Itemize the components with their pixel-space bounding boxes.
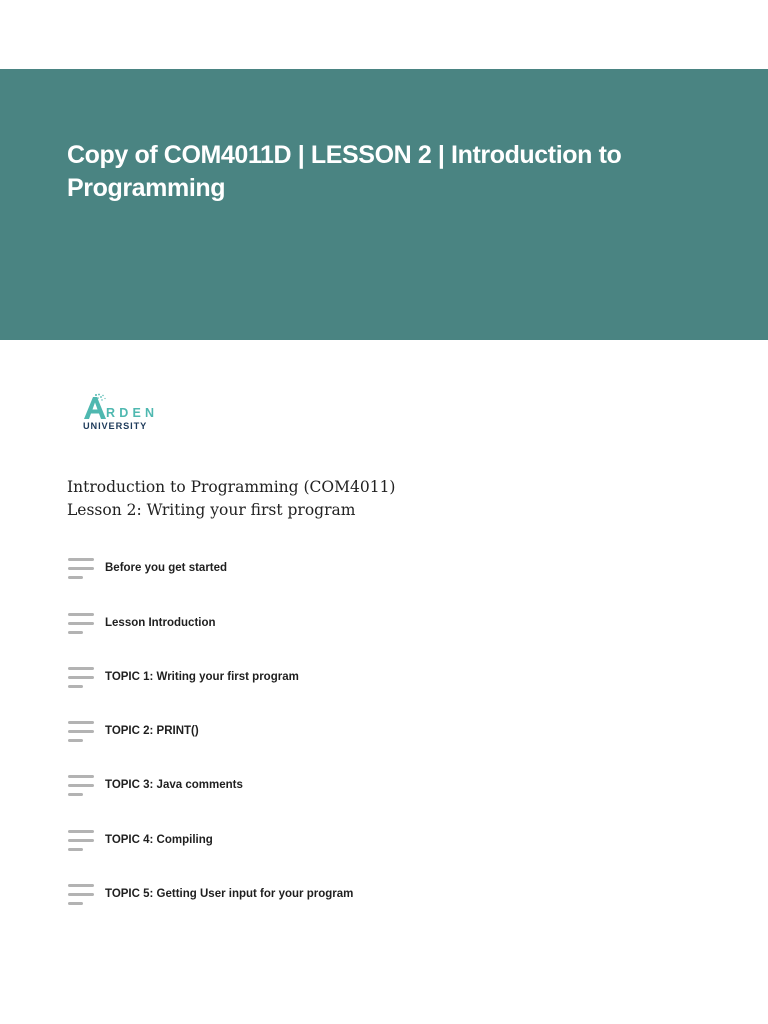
lesson-lines-icon — [67, 721, 97, 743]
lesson-item-topic-1[interactable] — [67, 665, 567, 691]
lesson-label: TOPIC 1: Writing your first program — [105, 671, 299, 683]
course-title: Introduction to Programming (COM4011) — [67, 478, 396, 496]
lesson-lines-icon — [67, 775, 97, 797]
lesson-item-topic-2[interactable] — [67, 719, 567, 745]
lesson-label: TOPIC 2: PRINT() — [105, 725, 199, 737]
logo-text-university: UNIVERSITY — [83, 421, 148, 431]
lesson-subtitle: Lesson 2: Writing your first program — [67, 501, 356, 519]
lesson-label: Lesson Introduction — [105, 617, 216, 629]
course-heading — [67, 476, 667, 522]
lesson-label: TOPIC 4: Compiling — [105, 834, 213, 846]
lesson-label: TOPIC 5: Getting User input for your program — [105, 888, 354, 900]
lesson-item-before-you-get-started[interactable] — [67, 556, 567, 582]
lesson-item-topic-4[interactable] — [67, 828, 567, 854]
lesson-item-topic-3[interactable] — [67, 773, 567, 799]
lesson-lines-icon — [67, 830, 97, 852]
lesson-lines-icon — [67, 884, 97, 906]
lesson-item-lesson-introduction[interactable] — [67, 611, 567, 637]
page-title: Copy of COM4011D | LESSON 2 | Introduction to Programming — [67, 141, 622, 202]
arden-university-logo — [82, 393, 166, 431]
lesson-lines-icon — [67, 558, 97, 580]
lesson-lines-icon — [67, 613, 97, 635]
lesson-label: Before you get started — [105, 562, 228, 574]
lesson-item-topic-5[interactable] — [67, 882, 567, 908]
lesson-label: TOPIC 3: Java comments — [105, 779, 243, 791]
lesson-lines-icon — [67, 667, 97, 689]
svg-text:RDEN: RDEN — [106, 406, 159, 420]
